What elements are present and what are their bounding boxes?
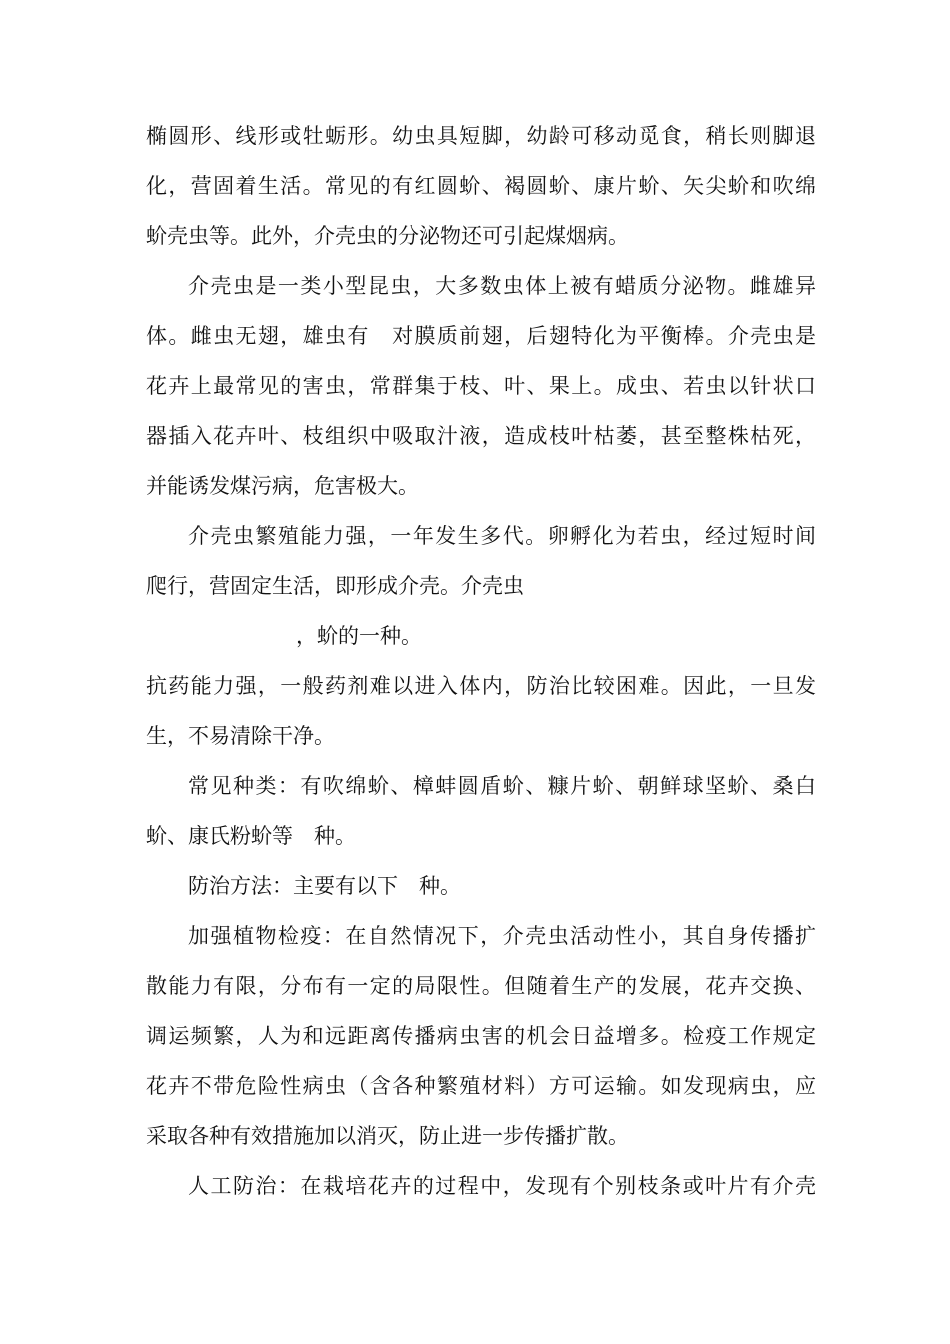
text-line: 化，营固着生活。常见的有红圆蚧、褐圆蚧、康片蚧、矢尖蚧和吹绵 xyxy=(146,174,816,198)
paragraph-start-line: 介壳虫是一类小型昆虫，大多数虫体上被有蜡质分泌物。雌雄异 xyxy=(188,274,816,298)
text-line: 椭圆形、线形或牡蛎形。幼虫具短脚，幼龄可移动觅食，稍长则脚退 xyxy=(146,124,816,148)
text-line: 生，不易清除干净。 xyxy=(146,724,335,748)
paragraph-start-line: 防治方法：主要有以下 种。 xyxy=(188,874,461,898)
text-line: 花卉上最常见的害虫，常群集于枝、叶、果上。成虫、若虫以针状口 xyxy=(146,374,816,398)
text-line: 爬行，营固定生活，即形成介壳。介壳虫 xyxy=(146,574,524,598)
text-line: 并能诱发煤污病，危害极大。 xyxy=(146,474,419,498)
paragraph-start-line: 介壳虫繁殖能力强，一年发生多代。卵孵化为若虫，经过短时间 xyxy=(188,524,816,548)
paragraph-start-line: 加强植物检疫：在自然情况下，介壳虫活动性小，其自身传播扩 xyxy=(188,924,816,948)
text-line: 器插入花卉叶、枝组织中吸取汁液，造成枝叶枯萎，甚至整株枯死， xyxy=(146,424,816,448)
text-fragment: ，蚧的一种。 xyxy=(296,624,422,648)
paragraph-start-line: 常见种类：有吹绵蚧、樟蚌圆盾蚧、糠片蚧、朝鲜球坚蚧、桑白 xyxy=(188,774,816,798)
text-line: 蚧壳虫等。此外，介壳虫的分泌物还可引起煤烟病。 xyxy=(146,224,629,248)
text-line: 调运频繁，人为和远距离传播病虫害的机会日益增多。检疫工作规定 xyxy=(146,1024,816,1048)
text-line: 体。雌虫无翅，雄虫有 对膜质前翅，后翅特化为平衡棒。介壳虫是 xyxy=(146,324,816,348)
text-line: 采取各种有效措施加以消灭，防止进一步传播扩散。 xyxy=(146,1124,629,1148)
text-line: 花卉不带危险性病虫（含各种繁殖材料）方可运输。如发现病虫，应 xyxy=(146,1074,816,1098)
text-line: 抗药能力强，一般药剂难以进入体内，防治比较困难。因此，一旦发 xyxy=(146,674,816,698)
text-line: 散能力有限，分布有一定的局限性。但随着生产的发展，花卉交换、 xyxy=(146,974,816,998)
paragraph-start-line: 人工防治：在栽培花卉的过程中，发现有个别枝条或叶片有介壳 xyxy=(188,1174,816,1198)
text-line: 蚧、康氏粉蚧等 种。 xyxy=(146,824,356,848)
